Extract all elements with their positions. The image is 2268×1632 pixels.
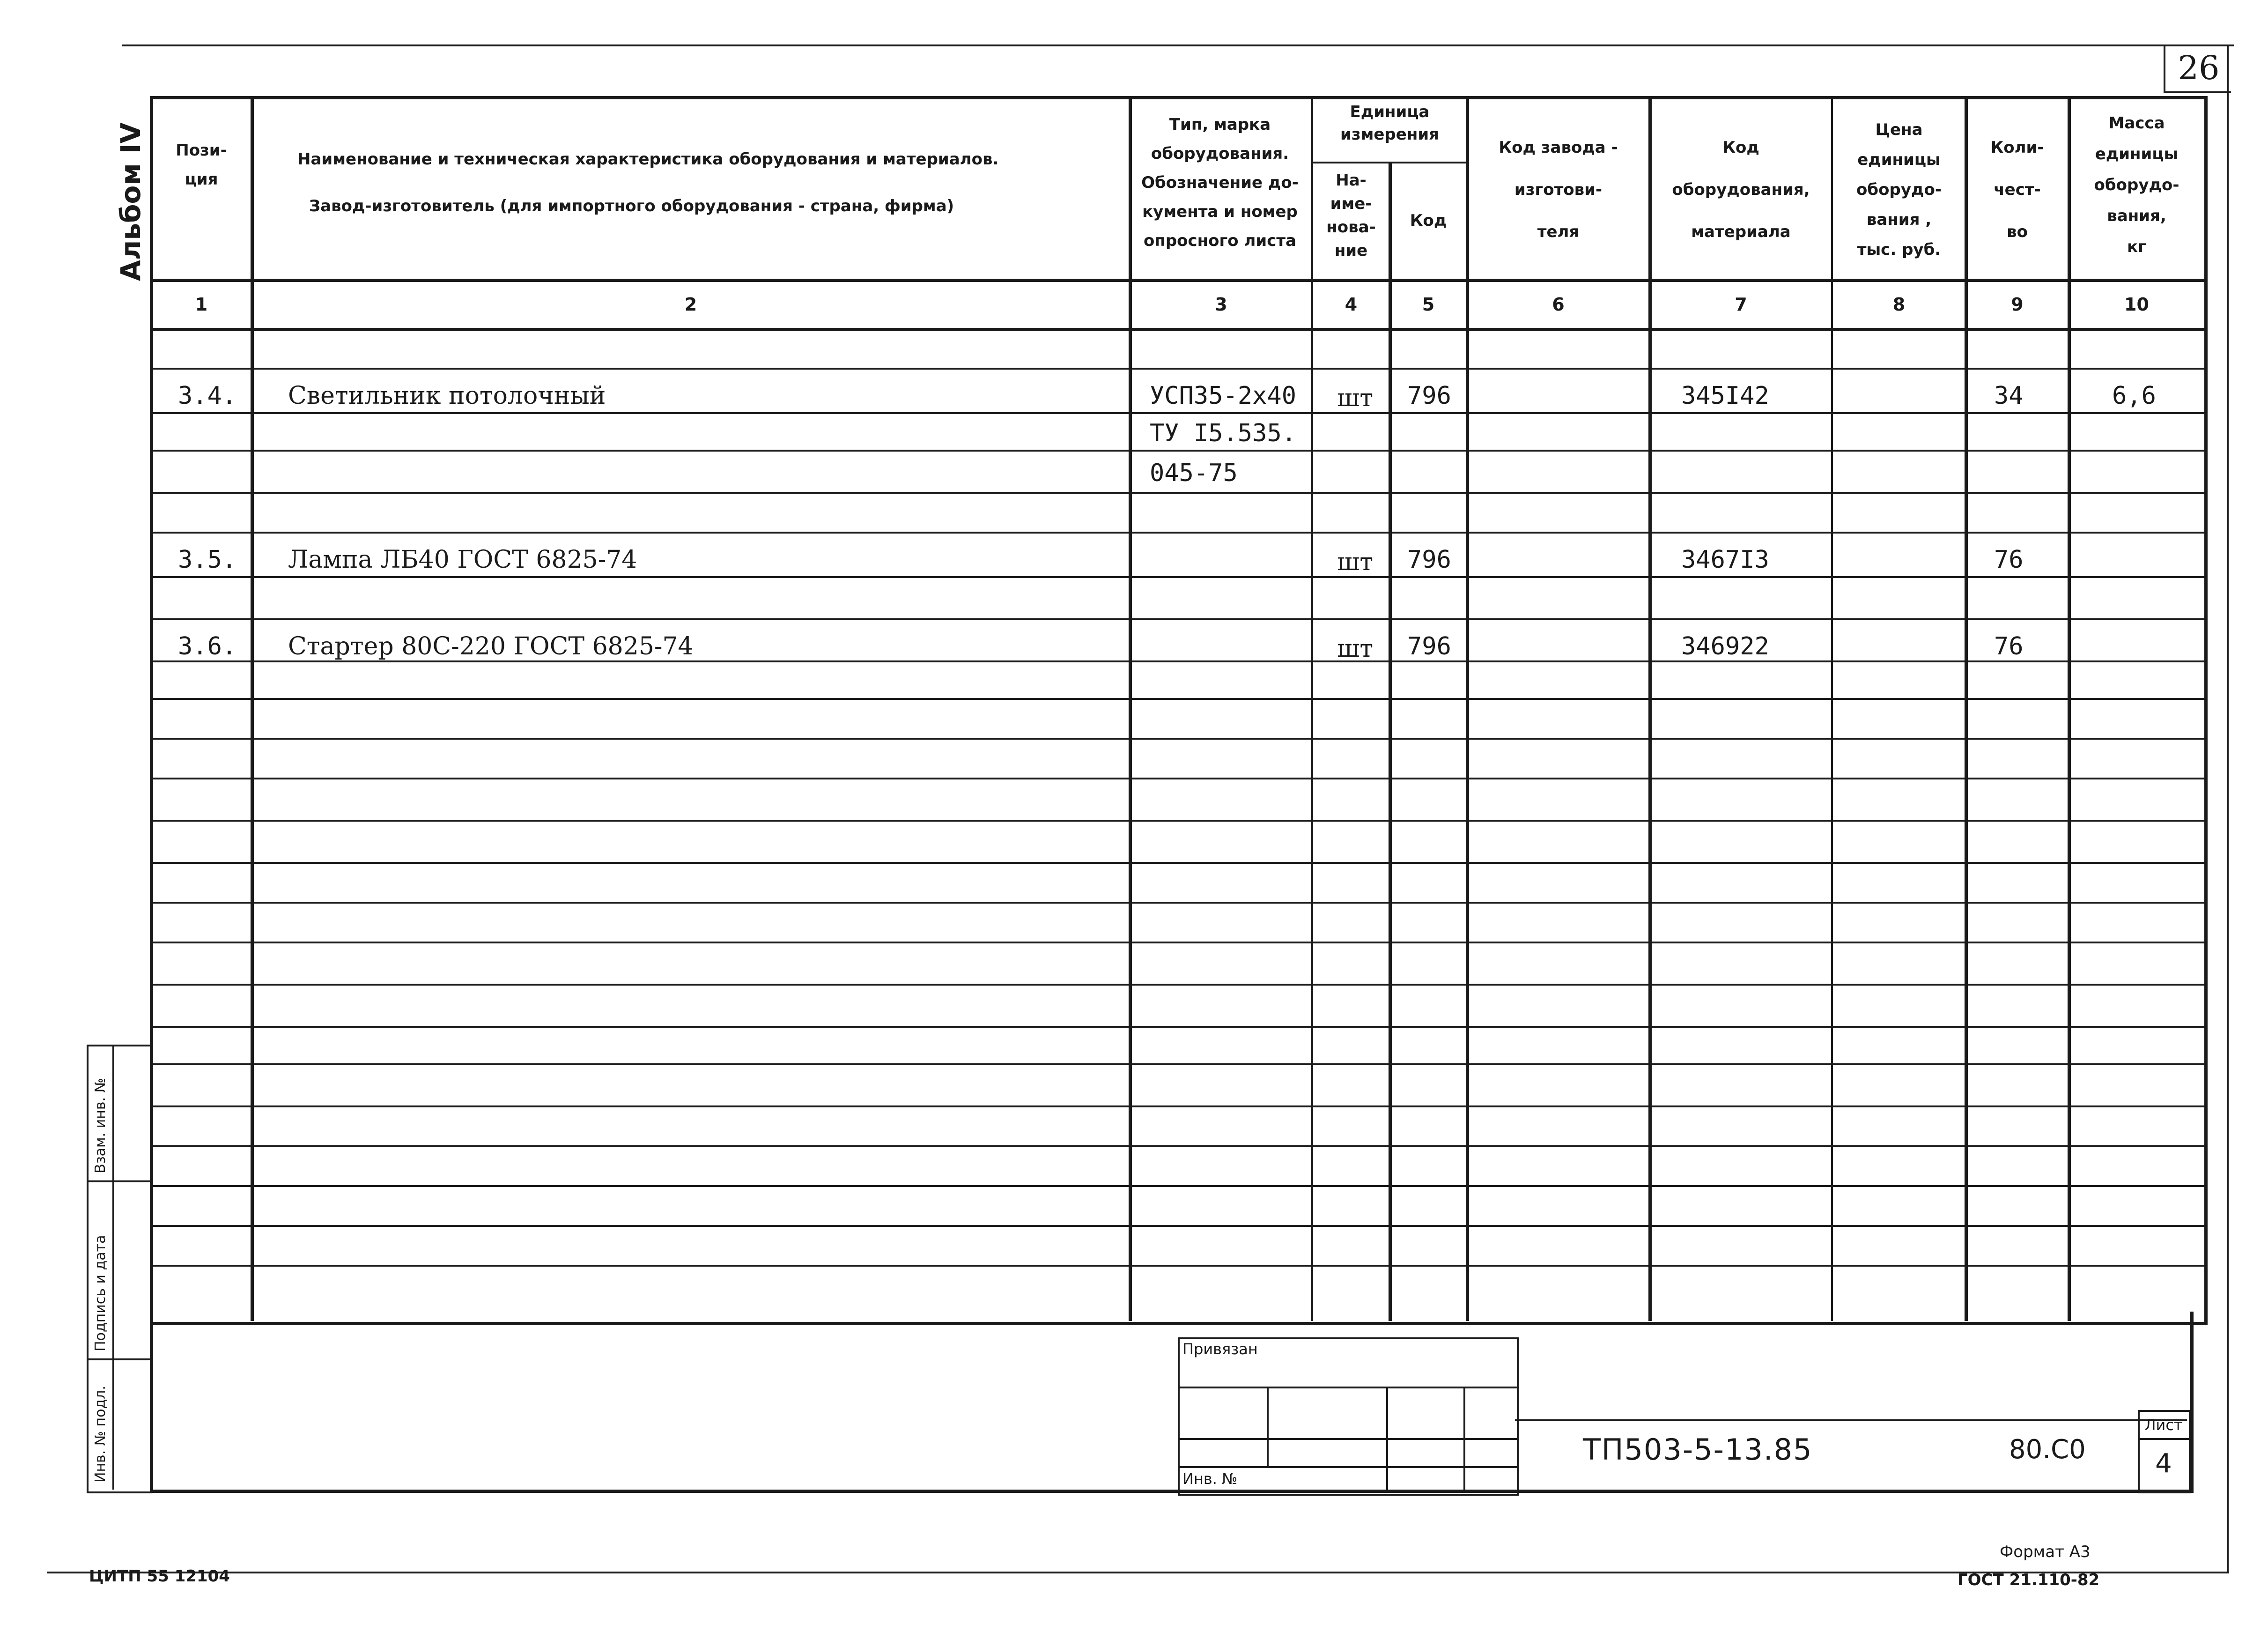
- row-line: [150, 618, 2204, 620]
- row-line: [150, 450, 2204, 452]
- row-line: [150, 1105, 2204, 1107]
- column-number-bottom-line: [150, 328, 2204, 331]
- frame-right-line: [2227, 45, 2229, 1572]
- row-line: [150, 1185, 2204, 1187]
- row-3-6-unit: шт: [1337, 635, 1374, 663]
- row-line: [150, 412, 2204, 414]
- row-3-4-unit: шт: [1337, 384, 1374, 412]
- row-3-6-position: 3.6.: [178, 632, 237, 660]
- row-3-5-equip-code: 3467I3: [1681, 546, 1769, 574]
- row-line: [150, 738, 2204, 740]
- column-number-3: 3: [1215, 294, 1227, 315]
- row-line: [150, 1026, 2204, 1028]
- unit-group-divider: [1311, 162, 1466, 163]
- header-bottom-line: [150, 279, 2204, 282]
- row-3-4-name: Светильник потолочный: [288, 382, 606, 410]
- column-number-4: 4: [1345, 294, 1358, 315]
- row-line: [150, 532, 2204, 534]
- row-3-4-position: 3.4.: [178, 382, 237, 410]
- row-3-5-position: 3.5.: [178, 546, 237, 574]
- column-number-1: 1: [195, 294, 208, 315]
- column-number-2: 2: [684, 294, 697, 315]
- binding-strip-line-2: [87, 1358, 150, 1360]
- column-number-7: 7: [1735, 294, 1747, 315]
- row-3-4-equip-code: 345I42: [1681, 382, 1769, 410]
- header-type: Тип, марка оборудования. Обозначение до- кумента и номер опросного листа: [1141, 115, 1299, 250]
- row-3-4-type-3: 045-75: [1150, 459, 1238, 487]
- header-position: Пози- ция: [176, 141, 227, 189]
- row-line: [150, 660, 2204, 662]
- header-unit-group: Единица измерения: [1340, 103, 1439, 144]
- header-equip-code: Код оборудования, материала: [1672, 138, 1810, 241]
- row-3-4-type-2: ТУ I5.535.: [1150, 419, 1297, 447]
- header-name: Наименование и техническая характеристика оборудования и материалов. Завод-изготовитель (для импортного оборудования - страна, фирма): [297, 150, 999, 215]
- row-3-5-unit: шт: [1337, 548, 1374, 576]
- row-3-4-quantity: 34: [1994, 382, 2024, 410]
- linked-label: Привязан: [1182, 1340, 1258, 1358]
- column-number-8: 8: [1892, 294, 1906, 315]
- row-line: [150, 576, 2204, 578]
- sheet-value: 4: [2155, 1448, 2172, 1479]
- row-line: [150, 984, 2204, 986]
- footer-gost: ГОСТ 21.110-82: [1958, 1571, 2100, 1589]
- row-3-4-mass: 6,6: [2112, 382, 2156, 410]
- header-mass: Масса единицы оборудо- вания, кг: [2094, 114, 2179, 256]
- row-line: [150, 778, 2204, 779]
- row-line: [150, 1225, 2204, 1227]
- row-line: [150, 698, 2204, 700]
- sheet-number-top: 26: [2178, 49, 2220, 87]
- row-3-5-name: Лампа ЛБ40 ГОСТ 6825-74: [288, 546, 637, 574]
- column-number-9: 9: [2011, 294, 2024, 315]
- binding-strip-divider: [112, 1045, 114, 1490]
- row-3-6-equip-code: 346922: [1681, 632, 1769, 660]
- column-number-6: 6: [1552, 294, 1565, 315]
- row-3-4-type-1: УСП35-2x40: [1150, 382, 1297, 410]
- linked-line-1: [1178, 1387, 1517, 1388]
- linked-vline-3: [1463, 1387, 1465, 1492]
- footer-format: Формат А3: [2000, 1543, 2091, 1561]
- row-3-5-unit-code: 796: [1407, 546, 1451, 574]
- side-label-inv-orig: Инв. № подл.: [92, 1386, 109, 1483]
- header-quantity: Коли- чест- во: [1990, 138, 2044, 241]
- frame-bottom-line: [47, 1572, 2229, 1573]
- linked-line-2: [1178, 1438, 1517, 1440]
- stamp-frame: [150, 1312, 2194, 1493]
- side-label-replace-inv: Взам. инв. №: [92, 1078, 109, 1173]
- doc-suffix: 80.С0: [2009, 1434, 2086, 1465]
- album-label: Альбом IV: [115, 122, 147, 281]
- header-price: Цена единицы оборудо- вания , тыс. руб.: [1856, 120, 1942, 259]
- row-3-6-unit-code: 796: [1407, 632, 1451, 660]
- column-number-10: 10: [2124, 294, 2149, 315]
- linked-vline-1: [1267, 1387, 1269, 1466]
- side-label-signature: Подпись и дата: [92, 1235, 109, 1351]
- row-line: [150, 862, 2204, 864]
- row-line: [150, 902, 2204, 904]
- row-3-4-unit-code: 796: [1407, 382, 1451, 410]
- header-plant-code: Код завода - изготови- теля: [1499, 138, 1618, 241]
- row-line: [150, 1063, 2204, 1065]
- binding-strip-line-1: [87, 1180, 150, 1182]
- column-number-5: 5: [1422, 294, 1435, 315]
- sheet-label: Лист: [2144, 1416, 2183, 1434]
- row-line: [150, 1145, 2204, 1147]
- doc-code: ТП503-5-13.85: [1583, 1432, 1813, 1467]
- row-3-5-quantity: 76: [1994, 546, 2024, 574]
- header-unit-name: На- име- нова- ние: [1326, 171, 1376, 260]
- row-line: [150, 942, 2204, 943]
- linked-vline-2: [1386, 1387, 1388, 1492]
- sheet-box-divider: [2138, 1438, 2189, 1440]
- inv-label: Инв. №: [1182, 1470, 1238, 1488]
- row-3-6-quantity: 76: [1994, 632, 2024, 660]
- row-line: [150, 820, 2204, 822]
- row-line: [150, 368, 2204, 370]
- footer-left: ЦИТП 55 12104: [89, 1567, 230, 1586]
- row-line: [150, 492, 2204, 494]
- header-unit-code: Код: [1410, 211, 1447, 230]
- doc-code-line: [1515, 1419, 2187, 1421]
- linked-line-3: [1178, 1466, 1517, 1468]
- frame-top-line: [122, 45, 2234, 46]
- row-3-6-name: Стартер 80С-220 ГОСТ 6825-74: [288, 632, 694, 660]
- row-line: [150, 1265, 2204, 1267]
